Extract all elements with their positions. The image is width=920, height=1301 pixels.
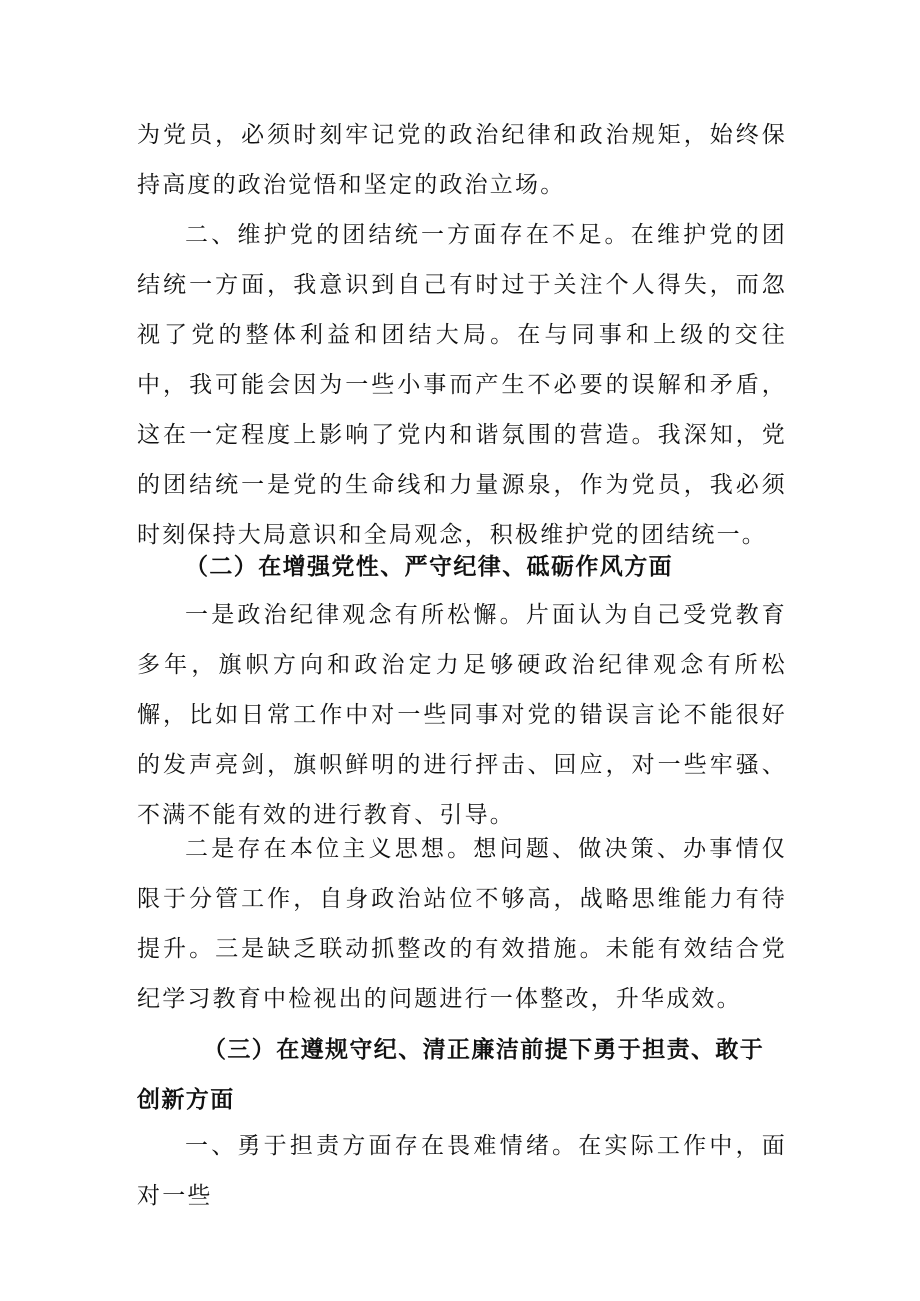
section-heading-3: （三）在遵规守纪、清正廉洁前提下勇于担责、敢于创新方面 xyxy=(137,1037,765,1113)
section-heading-2: （二）在增强党性、严守纪律、砥砺作风方面 xyxy=(185,554,673,580)
paragraph-discipline: 一是政治纪律观念有所松懈。片面认为自己受党教育多年，旗帜方向和政治定力足够硬政治纪律观念有所松懈，比如日常工作中对一些同事对党的错误言论不能很好的发声亮剑，旗帜鲜明的进行抨击、回应，对一些牢骚、不满不能有效的进行教育、引导。 xyxy=(137,602,787,828)
paragraph-responsibility: 一、勇于担责方面存在畏难情绪。在实际工作中，面对一些 xyxy=(137,1133,787,1209)
paragraph-continuation: 为党员，必须时刻牢记党的政治纪律和政治规矩，始终保持高度的政治觉悟和坚定的政治立场。 xyxy=(137,122,787,198)
paragraph-unity: 二、维护党的团结统一方面存在不足。在维护党的团结统一方面，我意识到自己有时过于关注个人得失，而忽视了党的整体利益和团结大局。在与同事和上级的交往中，我可能会因为一些小事而产生不必要的误解和矛盾，这在一定程度上影响了党内和谐氛围的营造。我深知，党的团结统一是党的生命线和力量源泉，作为党员，我必须时刻保持大局意识和全局观念，积极维护党的团结统一。 xyxy=(137,222,787,548)
paragraph-departmentalism: 二是存在本位主义思想。想问题、做决策、办事情仅限于分管工作，自身政治站位不够高，战略思维能力有待提升。三是缺乏联动抓整改的有效措施。未能有效结合党纪学习教育中检视出的问题进行一体整改，升华成效。 xyxy=(137,836,787,1012)
